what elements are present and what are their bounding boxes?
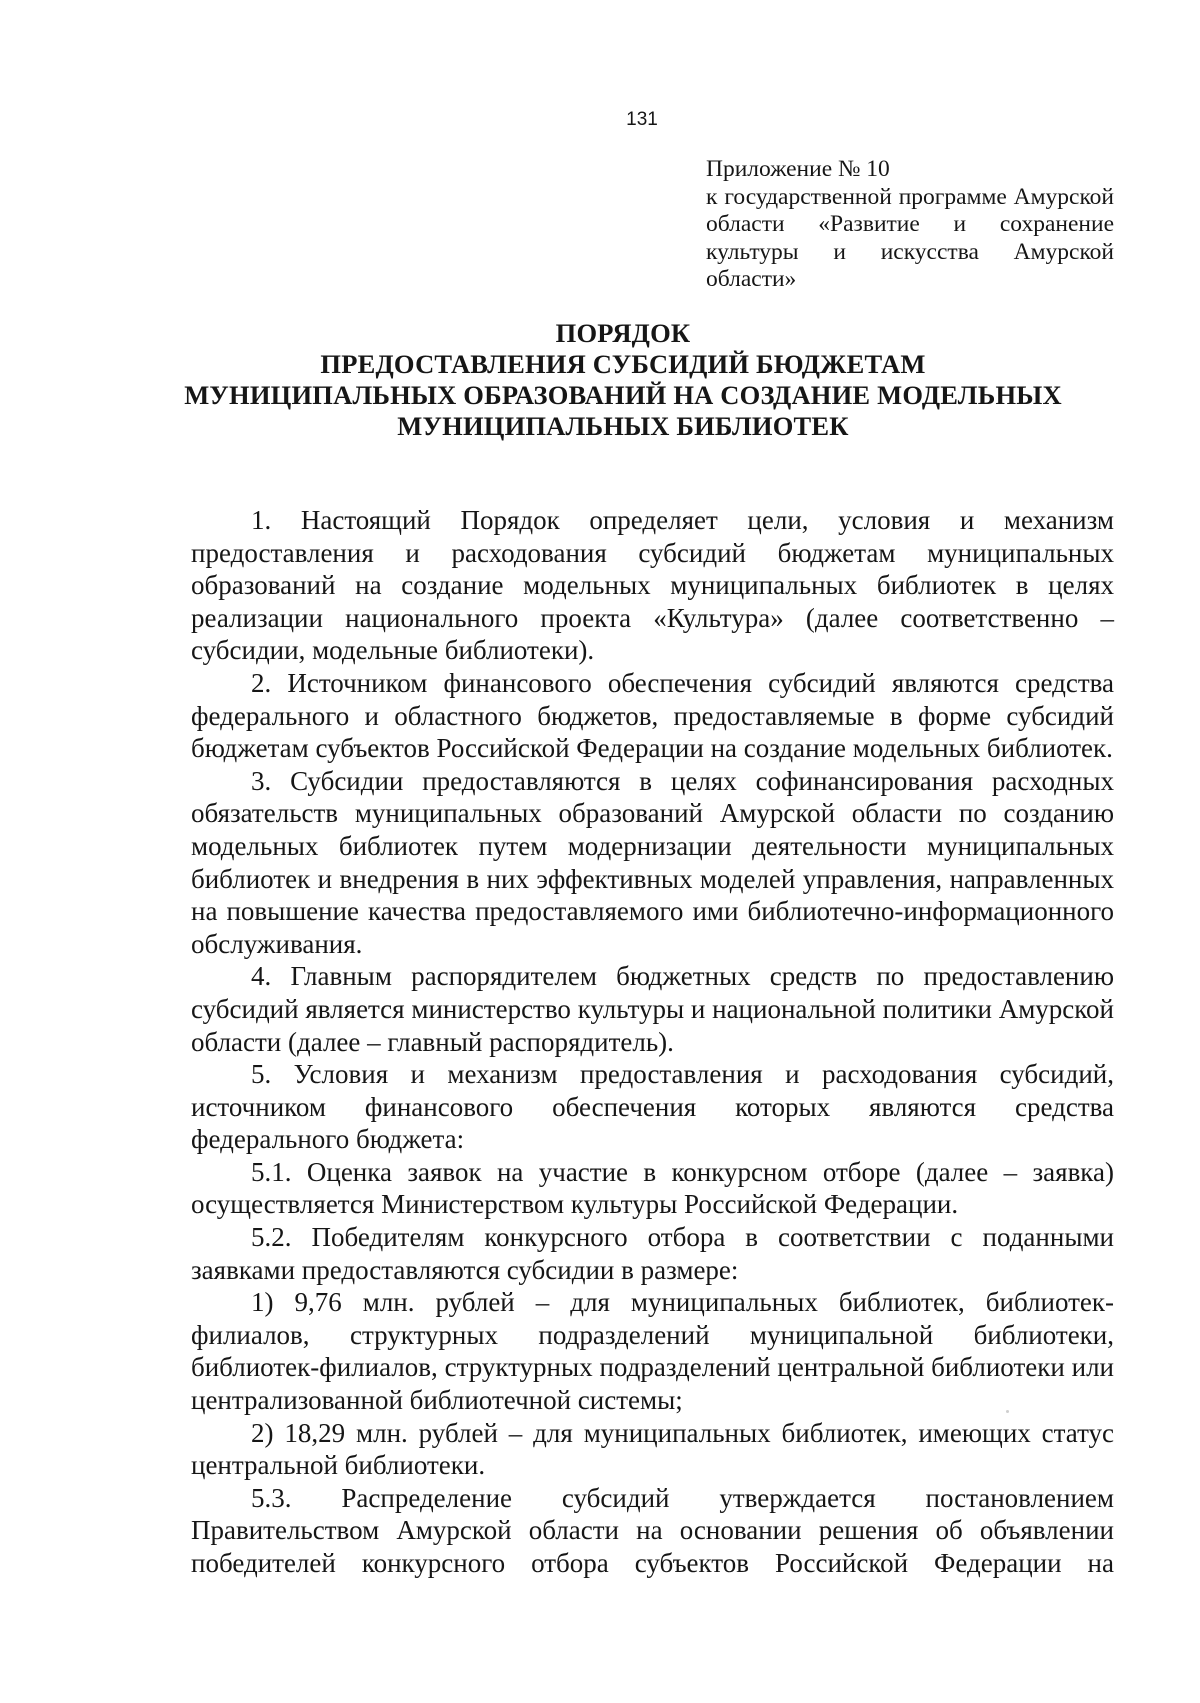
appendix-note — [706, 156, 1114, 294]
paragraph: 4. Главным распорядителем бюджетных средств по предоставлению субсидий является министерство культуры и национальной политики Амурской области (далее – главный распорядитель). — [191, 961, 1114, 1057]
scan-speck — [1006, 1410, 1009, 1413]
document-body — [191, 504, 1114, 1580]
paragraph: 1. Настоящий Порядок определяет цели, условия и механизм предоставления и расходования субсидий бюджетам муниципальных образований на создание модельных муниципальных библиотек в целях реализации национального проекта «Культура» (далее соответственно – субсидии, модельные библиотеки). — [191, 505, 1114, 666]
paragraph: 2. Источником финансового обеспечения субсидий являются средства федерального и областного бюджетов, предоставляемые в форме субсидий бюджетам субъектов Российской Федерации на создание модельных библиотек. — [191, 667, 1114, 764]
title-line: ПРЕДОСТАВЛЕНИЯ СУБСИДИЙ БЮДЖЕТАМ — [320, 349, 926, 379]
page-number: 131 — [626, 109, 658, 130]
appendix-line: области «Развитие и сохранение — [706, 211, 1114, 237]
paragraph: 5.3. Распределение субсидий утверждается постановлением Правительством Амурской области на основании решения об объявлении победителей конкурсного отбора субъектов Российской Федерации на — [191, 1482, 1114, 1578]
paragraph: 5.1. Оценка заявок на участие в конкурсном отборе (далее – заявка) осуществляется Министерством культуры Российской Федерации. — [191, 1156, 1114, 1220]
paragraph: 5. Условия и механизм предоставления и расходования субсидий, источником финансового обеспечения которых являются средства федерального бюджета: — [191, 1059, 1114, 1155]
appendix-line: Приложение № 10 — [706, 156, 890, 182]
document-title — [150, 318, 1096, 442]
title-line: МУНИЦИПАЛЬНЫХ ОБРАЗОВАНИЙ НА СОЗДАНИЕ МОДЕЛЬНЫХ — [184, 380, 1062, 410]
title-line: МУНИЦИПАЛЬНЫХ БИБЛИОТЕК — [397, 411, 849, 441]
paragraph: 2) 18,29 млн. рублей – для муниципальных библиотек, имеющих статус центральной библиотеки. — [191, 1417, 1114, 1481]
paragraph: 1) 9,76 млн. рублей – для муниципальных библиотек, библиотек-филиалов, структурных подразделений муниципальной библиотеки, библиотек-филиалов, структурных подразделений центральной библиотеки или централизованной библиотечной системы; — [191, 1287, 1114, 1416]
title-line: ПОРЯДОК — [555, 318, 691, 348]
appendix-line: к государственной программе Амурской — [706, 183, 1114, 210]
paragraph: 3. Субсидии предоставляются в целях софинансирования расходных обязательств муниципальных образований Амурской области по созданию модельных библиотек путем модернизации деятельности муниципальных библиотек и внедрения в них эффективных моделей управления, направленных на повышение качества предоставляемого ими библиотечно-информационного обслуживания. — [191, 765, 1114, 959]
appendix-line: области» — [706, 266, 797, 292]
appendix-line: культуры и искусства Амурской — [706, 238, 1114, 265]
paragraph: 5.2. Победителям конкурсного отбора в соответствии с поданными заявками предоставляются субсидии в размере: — [191, 1222, 1114, 1285]
